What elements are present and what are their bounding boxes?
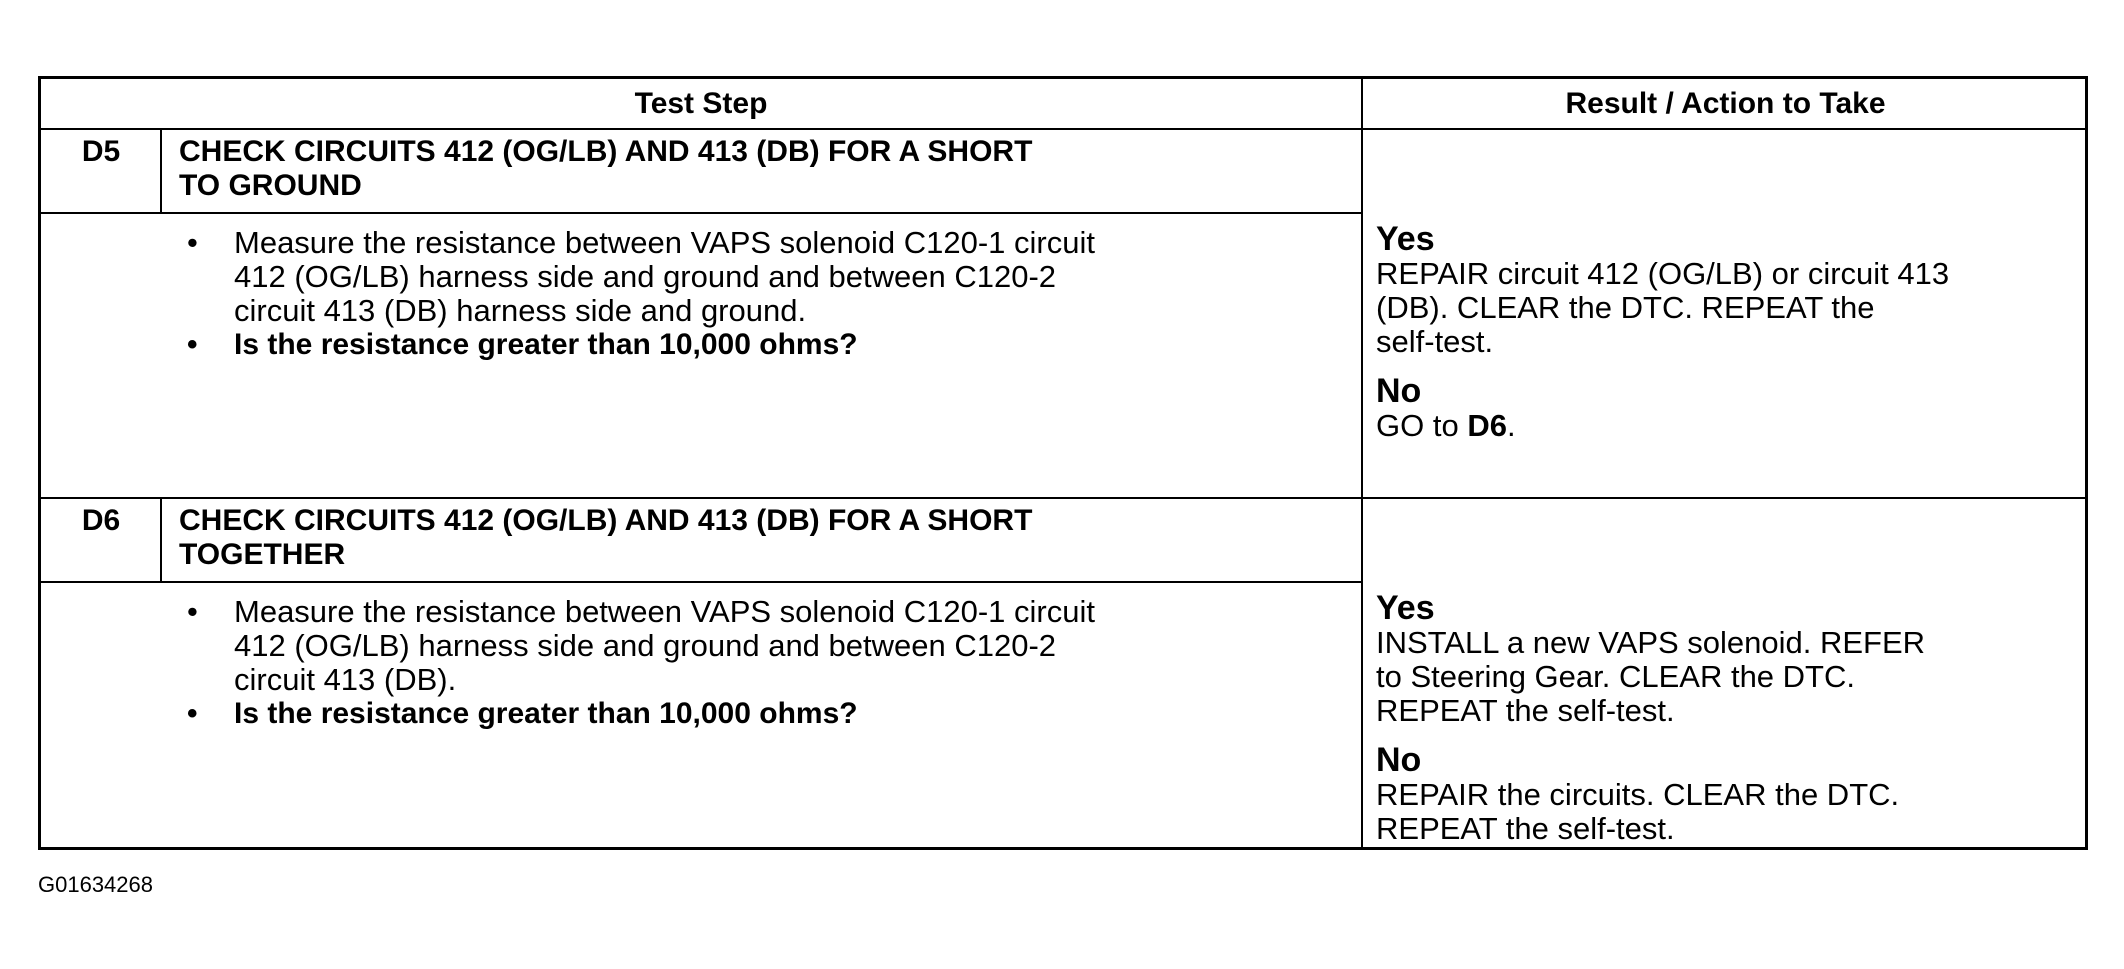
bullet-icon: • (187, 328, 198, 361)
header-result-action: Result / Action to Take (1565, 87, 1886, 120)
figure-code: G01634268 (38, 872, 153, 897)
d5-no-step-ref: D6 (1467, 408, 1507, 443)
bullet-icon: • (187, 225, 198, 260)
d5-bullet-line: 412 (OG/LB) harness side and ground and between C120-2 (234, 259, 1057, 294)
d5-d6-divider (41, 497, 2085, 499)
d6-yes-line: to Steering Gear. CLEAR the DTC. (1376, 659, 1855, 694)
test-step-table (38, 76, 2088, 850)
step-id-d5: D5 (81, 135, 121, 168)
d6-bullet-line: Measure the resistance between VAPS solenoid C120-1 circuit (234, 594, 1095, 629)
step-title-d5-line2: TO GROUND (179, 169, 362, 202)
step-body-d6 (179, 595, 1379, 731)
d5-title-divider (41, 212, 1361, 214)
bullet-icon: • (187, 697, 198, 730)
step-id-d6: D6 (81, 504, 121, 537)
d6-no-line: REPAIR the circuits. CLEAR the DTC. (1376, 777, 1900, 812)
d6-yes-line: REPEAT the self-test. (1376, 693, 1675, 728)
d6-title-divider (41, 581, 1361, 583)
step-title-d5-line1: CHECK CIRCUITS 412 (OG/LB) AND 413 (DB) FOR A SHORT (179, 135, 1033, 168)
d5-bullet-question (179, 328, 1379, 362)
d5-question-text: Is the resistance greater than 10,000 ohms? (234, 328, 858, 361)
step-title-d6-line2: TOGETHER (179, 538, 346, 571)
d6-yes-label: Yes (1376, 589, 1435, 627)
column-divider (1361, 79, 1363, 847)
d5-yes-line: REPAIR circuit 412 (OG/LB) or circuit 413 (1376, 256, 1950, 291)
bullet-icon: • (187, 594, 198, 629)
d6-bullet-line: 412 (OG/LB) harness side and ground and between C120-2 (234, 628, 1057, 663)
d6-no-label: No (1376, 741, 1422, 779)
step-title-d6-line1: CHECK CIRCUITS 412 (OG/LB) AND 413 (DB) FOR A SHORT (179, 504, 1033, 537)
d6-question-text: Is the resistance greater than 10,000 ohms? (234, 697, 858, 730)
d6-bullet-line: circuit 413 (DB). (234, 662, 457, 697)
d5-yes-label: Yes (1376, 220, 1435, 258)
d5-no-suffix: . (1506, 408, 1516, 443)
d5-yes-line: (DB). CLEAR the DTC. REPEAT the (1376, 290, 1875, 325)
step-title-d6 (179, 504, 1279, 572)
d6-bullet-question (179, 697, 1379, 731)
d6-bullet-measure (179, 595, 1379, 697)
d5-no-action (1376, 409, 2076, 443)
d5-no-prefix: GO to (1376, 408, 1468, 443)
step-title-d5 (179, 135, 1279, 203)
d5-yes-line: self-test. (1376, 324, 1494, 359)
d5-bullet-line: circuit 413 (DB) harness side and ground. (234, 293, 807, 328)
spacer (1376, 359, 2076, 373)
d6-yes-line: INSTALL a new VAPS solenoid. REFER (1376, 625, 1926, 660)
header-divider (41, 128, 2085, 130)
d5-bullet-measure (179, 226, 1379, 328)
header-test-step: Test Step (634, 87, 768, 120)
d6-no-line: REPEAT the self-test. (1376, 811, 1675, 846)
spacer (1376, 728, 2076, 742)
result-d5 (1376, 221, 2076, 443)
step-body-d5 (179, 226, 1379, 362)
d5-no-label: No (1376, 372, 1422, 410)
d5-bullet-line: Measure the resistance between VAPS solenoid C120-1 circuit (234, 225, 1095, 260)
result-d6 (1376, 590, 2076, 846)
